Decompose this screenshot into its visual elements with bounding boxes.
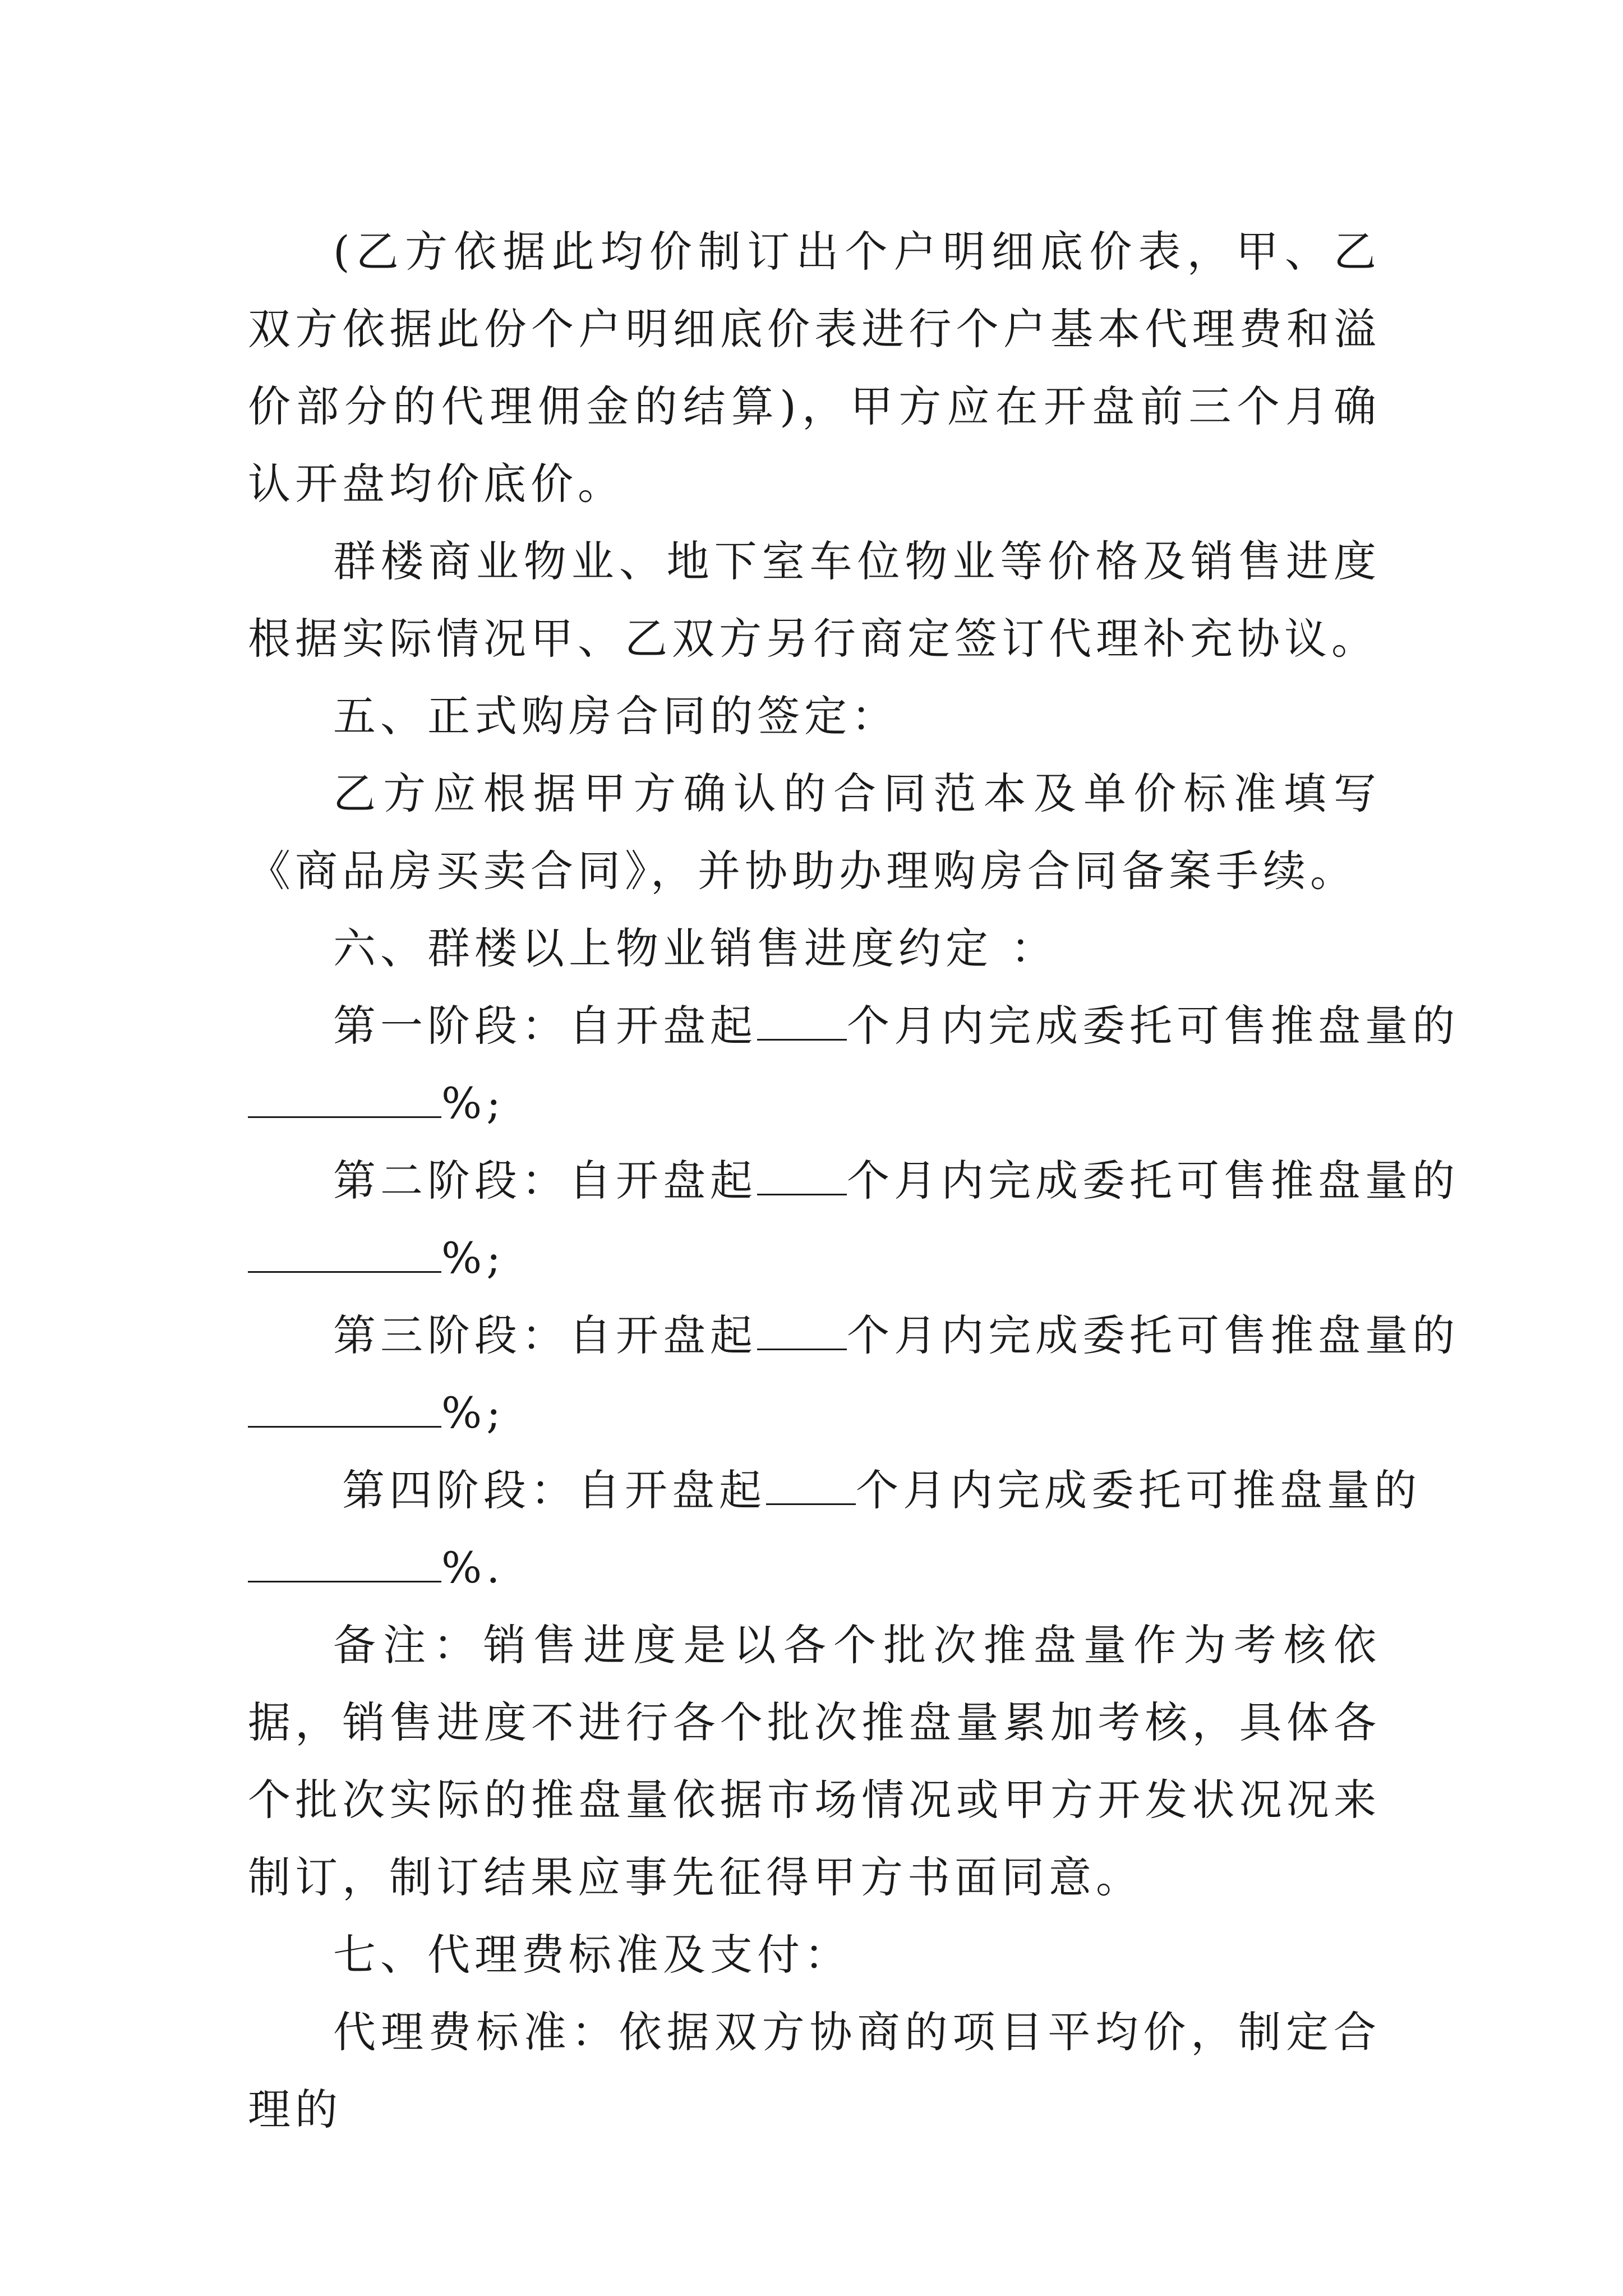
stage-line-1 <box>248 987 1459 1065</box>
stage-line-4 <box>248 1452 1421 1529</box>
stage-line-3 <box>248 1297 1459 1374</box>
stage-prefix: 第三阶段：自开盘起 <box>333 1310 757 1360</box>
section-heading-five: 五、正式购房合同的签定： <box>333 691 898 741</box>
blank-percent-field <box>248 1237 441 1273</box>
blank-months-field <box>766 1470 856 1505</box>
stage-tail-1 <box>248 1065 1381 1142</box>
stage-line-2 <box>248 1142 1459 1220</box>
stage-prefix: 第一阶段：自开盘起 <box>333 1001 757 1051</box>
document-body <box>248 213 1459 2148</box>
blank-months-field <box>757 1005 847 1041</box>
stage-suffix: %. <box>441 1543 505 1593</box>
blank-months-field <box>757 1160 847 1195</box>
blank-percent-field <box>248 1083 441 1118</box>
stage-middle: 个月内完成委托可售推盘量的 <box>847 1310 1459 1360</box>
paragraph-commercial-property: 群楼商业物业、地下室车位物业等价格及销售进度根据实际情况甲、乙双方另行商定签订代理补充协议。 <box>248 536 1381 664</box>
stage-suffix: %; <box>441 1388 505 1438</box>
stage-middle: 个月内完成委托可推盘量的 <box>856 1465 1421 1515</box>
stage-tail-2 <box>248 1220 1381 1297</box>
stage-middle: 个月内完成委托可售推盘量的 <box>847 1156 1459 1205</box>
stage-tail-3 <box>248 1374 1381 1452</box>
stage-middle: 个月内完成委托可售推盘量的 <box>847 1001 1459 1051</box>
paragraph-price-basis: (乙方依据此均价制订出个户明细底价表，甲、乙双方依据此份个户明细底价表进行个户基本代理费和溢价部分的代理佣金的结算)，甲方应在开盘前三个月确认开盘均价底价。 <box>248 227 1381 509</box>
paragraph-contract-signing: 乙方应根据甲方确认的合同范本及单价标准填写《商品房买卖合同》，并协助办理购房合同备案手续。 <box>248 769 1381 896</box>
blank-percent-field <box>248 1392 441 1428</box>
paragraph-note: 备注：销售进度是以各个批次推盘量作为考核依据，销售进度不进行各个批次推盘量累加考核，具体各个批次实际的推盘量依据市场情况或甲方开发状况况来制订，制订结果应事先征得甲方书面同意。 <box>248 1620 1381 1902</box>
paragraph-agency-fee: 代理费标准：依据双方协商的项目平均价，制定合理的 <box>248 2007 1381 2134</box>
section-heading-six: 六、群楼以上物业销售进度约定 ： <box>333 923 1058 973</box>
stage-suffix: %; <box>441 1233 505 1283</box>
stage-prefix: 第四阶段：自开盘起 <box>342 1465 766 1515</box>
stage-prefix: 第二阶段：自开盘起 <box>333 1156 757 1205</box>
stage-suffix: %; <box>441 1078 505 1128</box>
stage-tail-4 <box>248 1529 1381 1607</box>
blank-percent-field <box>248 1547 441 1582</box>
section-heading-seven: 七、代理费标准及支付： <box>333 1930 851 1980</box>
blank-months-field <box>757 1315 847 1350</box>
